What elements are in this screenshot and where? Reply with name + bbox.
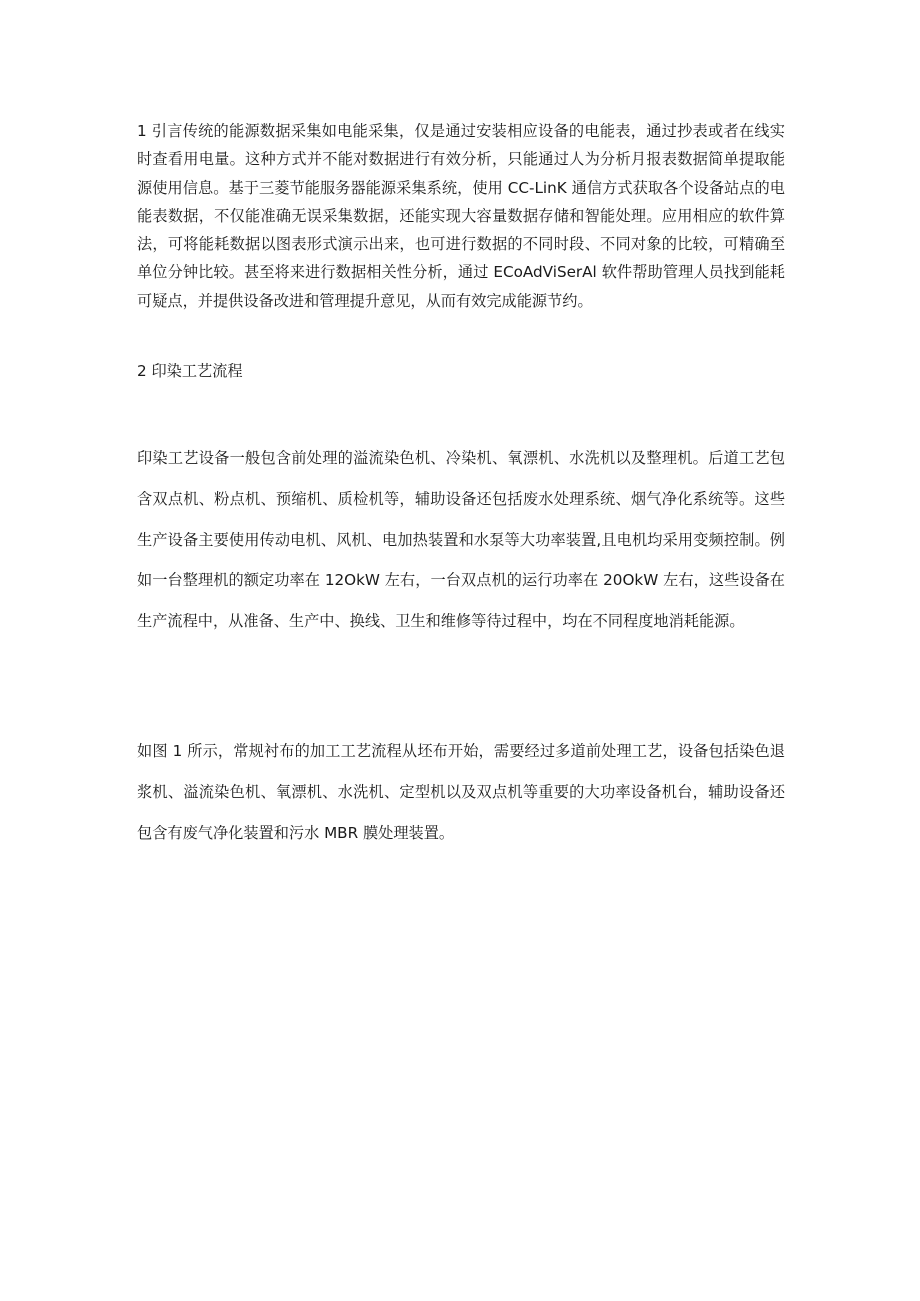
intro-paragraph: 1 引言传统的能源数据采集如电能采集，仅是通过安装相应设备的电能表，通过抄表或者在线实时查看用电量。这种方式并不能对数据进行有效分析，只能通过人为分析月报表数据简单提取能源使用信息。基于三菱节能服务器能源采集系统，使用 CC-LinK 通信方式获取各个设备站点的电能表数据，不仅能准确无误采集数据，还能实现大容量数据存储和智能处理。应用相应的软件算法，可将能耗数据以图表形式演示出来，也可进行数据的不同时段、不同对象的比较，可精确至单位分钟比较。甚至将来进行数据相关性分析，通过 ECoAdViSerAl 软件帮助管理人员找到能耗可疑点，并提供设备改进和管理提升意见，从而有效完成能源节约。 bbox=[137, 122, 785, 310]
section-2-heading: 2 印染工艺流程 bbox=[137, 362, 243, 380]
dyeing-process-paragraph: 印染工艺设备一般包含前处理的溢流染色机、冷染机、氧漂机、水洗机以及整理机。后道工艺包含双点机、粉点机、预缩机、质检机等，辅助设备还包括废水处理系统、烟气净化系统等。这些生产设备主要使用传动电机、风机、电加热装置和水泵等大功率装置,且电机均采用变频控制。例如一台整理机的额定功率在 12OkW 左右，一台双点机的运行功率在 20OkW 左右，这些设备在生产流程中，从准备、生产中、换线、卫生和维修等待过程中，均在不同程度地消耗能源。 bbox=[137, 449, 785, 631]
figure-1-paragraph: 如图 1 所示，常规衬布的加工工艺流程从坯布开始，需要经过多道前处理工艺，设备包括染色退浆机、溢流染色机、氧漂机、水洗机、定型机以及双点机等重要的大功率设备机台，辅助设备还包含有废气净化装置和污水 MBR 膜处理装置。 bbox=[137, 742, 785, 842]
